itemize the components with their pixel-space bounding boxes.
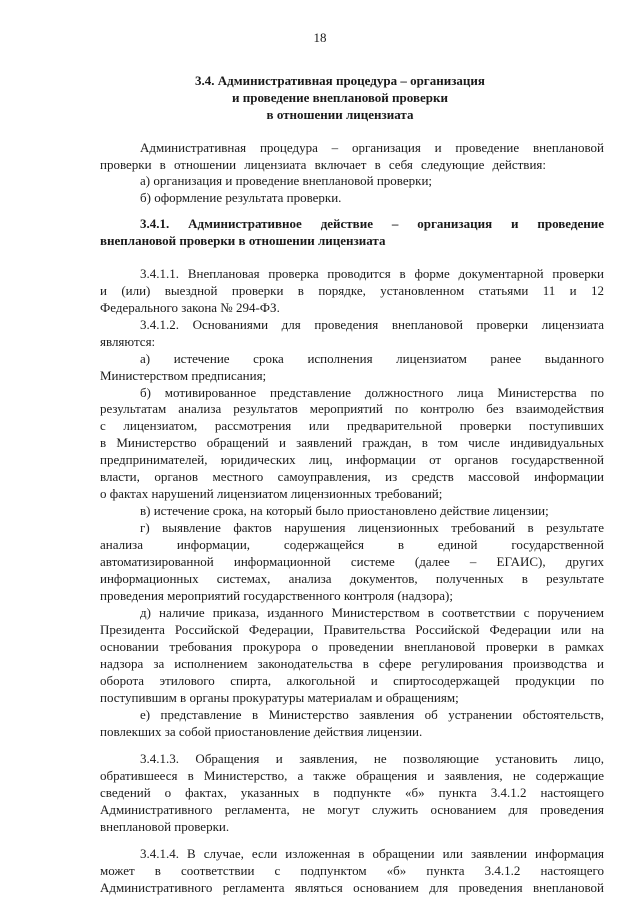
body-line: б) мотивированное представление должностного лица Министерства по [140, 385, 604, 400]
subsection-heading-line-1: 3.4.1. Административное действие – организация и проведение [140, 216, 604, 231]
body-line: результатам анализа результатов мероприятий по контролю без взаимодействия [100, 401, 604, 416]
body-line: Федерального закона № 294-ФЗ. [100, 300, 280, 315]
page-number: 18 [313, 30, 327, 45]
intro-list-item: б) оформление результата проверки. [140, 190, 342, 205]
section-heading-line-3: в отношении лицензиата [266, 107, 414, 122]
body-line: информационных системах, анализа документов, полученных в результате [100, 571, 604, 586]
body-line: в) истечение срока, на который было приостановлено действие лицензии; [140, 503, 549, 518]
body-line: власти, органов местного самоуправления, из средств массовой информации [100, 469, 604, 484]
body-line: 3.4.1.1. Внеплановая проверка проводится в форме документарной проверки [140, 266, 604, 281]
body-line: обратившееся в Министерство, а также обращения и заявления, не содержащие [100, 768, 604, 783]
body-line: 3.4.1.2. Основаниями для проведения внеплановой проверки лицензиата [140, 317, 604, 332]
intro-list-item: а) организация и проведение внеплановой проверки; [140, 173, 433, 188]
body-line: д) наличие приказа, изданного Министерством в соответствии с поручением [140, 605, 604, 620]
body-line: Президента Российской Федерации, Правительства Российской Федерации или на [100, 622, 604, 637]
body-line: может в соответствии с подпунктом «б» пункта 3.4.1.2 настоящего [100, 863, 604, 878]
body-line: а) истечение срока исполнения лицензиатом ранее выданного [140, 351, 604, 366]
body-line: о фактах нарушений лицензиатом лицензионных требований; [100, 486, 443, 501]
section-heading-line-2: и проведение внеплановой проверки [232, 90, 448, 105]
subsection-heading-line-2: внеплановой проверки в отношении лицензиата [100, 233, 386, 248]
body-line: являются: [100, 334, 156, 349]
body-line: анализа информации, содержащейся в единой государственной [100, 537, 604, 552]
body-line: Министерством предписания; [100, 368, 267, 383]
body-line: 3.4.1.4. В случае, если изложенная в обращении или заявлении информация [140, 846, 604, 861]
intro-line: проверки в отношении лицензиата включает в себя следующие действия: [100, 157, 546, 172]
body-line: г) выявление фактов нарушения лицензионных требований в результате [140, 520, 604, 535]
body-line: и (или) выездной проверки в порядке, установленном статьями 11 и 12 [100, 283, 604, 298]
body-line: повлекших за собой приостановление действия лицензии. [100, 724, 423, 739]
body-line: Административного регламента являться основанием для проведения внеплановой [100, 880, 604, 895]
body-line: е) представление в Министерство заявления об устранении обстоятельств, [140, 707, 604, 722]
intro-line: Административная процедура – организация и проведение внеплановой [140, 140, 604, 155]
body-line: проведения мероприятий государственного контроля (надзора); [100, 588, 453, 603]
body-line: автоматизированной информационной системе (далее – ЕГАИС), других [100, 554, 604, 569]
body-line: предпринимателей, юридических лиц, информации от органов государственной [100, 452, 604, 467]
section-heading-line-1: 3.4. Административная процедура – организация [195, 73, 485, 88]
body-line: поступившим в органы прокуратуры материалам и обращениям; [100, 690, 459, 705]
body-line: Административного регламента, не могут служить основанием для проведения [100, 802, 604, 817]
body-line: надзора за исполнением законодательства в сфере регулирования производства и [100, 656, 604, 671]
body-line: с лицензиатом, рассмотрения или предварительной проверки поступивших [100, 418, 604, 433]
body-line: в Министерство обращений и заявлений граждан, в том числе индивидуальных [100, 435, 604, 450]
body-line: внеплановой проверки. [100, 819, 230, 834]
body-line: 3.4.1.3. Обращения и заявления, не позволяющие установить лицо, [140, 751, 604, 766]
body-line: сведений о фактах, указанных в подпункте «б» пункта 3.4.1.2 настоящего [100, 785, 604, 800]
body-line: оборота этилового спирта, алкогольной и спиртосодержащей продукции по [100, 673, 604, 688]
body-line: основании требования прокурора о проведении внеплановой проверки в рамках [100, 639, 604, 654]
